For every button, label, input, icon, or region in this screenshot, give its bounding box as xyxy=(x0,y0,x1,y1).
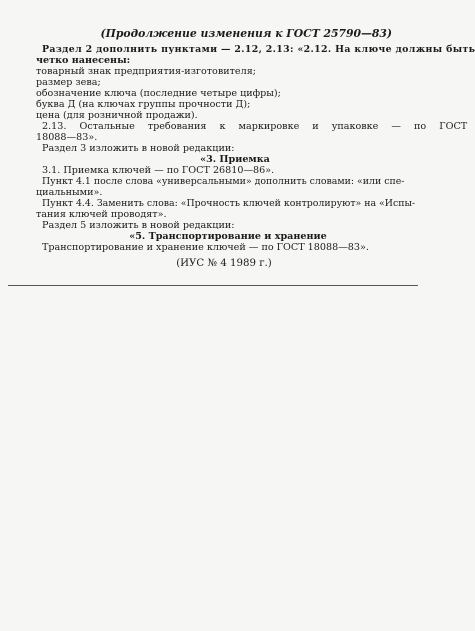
paragraph-line: Раздел 5 изложить в новой редакции: xyxy=(42,220,235,231)
page-header: (Продолжение изменения к ГОСТ 25790—83) xyxy=(100,27,392,40)
paragraph-line: Пункт 4.1 после слова «универсальными» дополнить словами: «или спе- xyxy=(42,176,405,187)
paragraph-line: Транспортирование и хранение ключей — по ГОСТ 18088—83». xyxy=(42,242,369,253)
paragraph-line: Раздел 3 изложить в новой редакции: xyxy=(42,143,235,154)
paragraph-line: Пункт 4.4. Заменить слова: «Прочность ключей контролируют» на «Испы- xyxy=(42,198,416,209)
paragraph-line: циальными». xyxy=(36,187,103,198)
paragraph-line: тания ключей проводят». xyxy=(36,209,167,220)
paragraph-line: 2.13. Остальные требования к маркировке и упаковке — по ГОСТ xyxy=(42,121,468,132)
paragraph-line: Раздел 2 дополнить пунктами — 2.12, 2.13: «2.12. На ключе должны быть xyxy=(42,44,475,55)
paragraph-line: 18088—83». xyxy=(36,132,98,143)
paragraph-line: 3.1. Приемка ключей — по ГОСТ 26810—86». xyxy=(42,165,275,176)
list-item: обозначение ключа (последние четыре цифры); xyxy=(36,88,281,99)
list-item: цена (для розничной продажи). xyxy=(36,110,198,121)
divider-line xyxy=(8,285,418,286)
paragraph-line: четко нанесены: xyxy=(36,55,131,66)
list-item: товарный знак предприятия-изготовителя; xyxy=(36,66,256,77)
section-heading: «5. Транспортирование и хранение xyxy=(129,231,327,242)
section-heading: «3. Приемка xyxy=(200,154,270,165)
list-item: буква Д (на ключах группы прочности Д); xyxy=(36,99,251,110)
list-item: размер зева; xyxy=(36,77,101,88)
issue-reference: (ИУС № 4 1989 г.) xyxy=(176,258,272,269)
